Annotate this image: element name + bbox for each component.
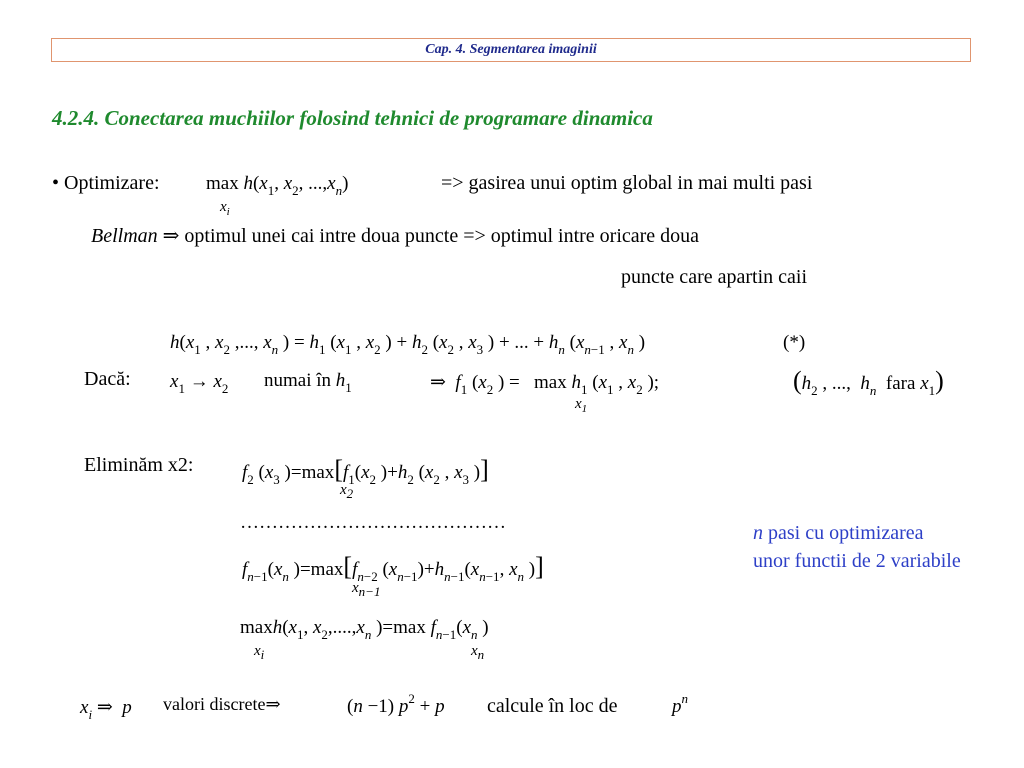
header-title: Cap. 4. Segmentarea imaginii <box>51 38 971 62</box>
daca-under: $x_1$ <box>575 396 588 415</box>
section-title: 4.2.4. Conectarea muchiilor folosind tehnici de programare dinamica <box>52 106 653 130</box>
elim-label: Eliminăm x2: <box>84 454 194 476</box>
daca-f1: ⇒ $f_1$ ($x_2$ ) = $\max h_1$ ($x_1$ , $x_2$ ); <box>430 372 660 397</box>
maxh-under-1: xi <box>254 643 265 662</box>
optim-under: $x_i$ <box>220 199 230 218</box>
daca-numai: numai în $h_1$ <box>264 370 352 395</box>
elim-dots: …………………………………… <box>240 512 506 533</box>
optim-formula: $\max h(x_1$, $x_2$, $...,x_n$) <box>206 173 349 198</box>
bellman-text2: puncte care apartin caii <box>621 266 807 288</box>
bellman-name: Bellman <box>91 225 158 247</box>
last-xi: $x_i$ ⇒ p <box>80 697 132 722</box>
main-equation: $h(x_1$ , $x_2$ ,..., $x_n$ ) = $h_1$ ($x_1$ , $x_2$ ) + $h_2$ ($x_2$ , $x_3$ ) + ... + $h_n$ ($x_{n-1}$ , $x_n$ ) <box>170 332 646 357</box>
equation-tag: (*) <box>783 332 806 353</box>
max-h-formula: $\max h(x_1$, $x_2,....,x_n$ )=max $f_{n-1}(x_n$ ) <box>240 617 489 642</box>
elim-under: x2 <box>340 482 354 501</box>
daca-label: Dacă: <box>84 368 131 390</box>
valori-text: valori discrete <box>163 694 266 714</box>
note-line2: unor functii de 2 variabile <box>753 550 961 572</box>
daca-x1-x2: $x_1 \to x_2$ <box>170 371 229 396</box>
optim-result: => gasirea unui optim global in mai multi pasi <box>441 172 813 194</box>
fn-formula: $f_{n-1}(x_n$ )$=\max[f_{n-2}$ $(x_{n-1})+h_{n-1}(x_{n-1}$, $x_n$ )] <box>242 552 544 584</box>
bellman-line <box>91 223 699 248</box>
bellman-arrow: ⇒ <box>162 225 180 247</box>
last-calcule: calcule în loc de <box>487 695 618 717</box>
last-pn: $p^n$ <box>672 691 688 717</box>
fn-under: xn−1 <box>352 580 381 599</box>
note-line1-text: pasi cu optimizarea <box>768 522 924 544</box>
elim-formula: $f_2$ ($x_3$ )$=\max[f_1(x_2$ )$+h_2$ ($x_2$ , $x_3$ )] <box>242 455 489 487</box>
bellman-text1: optimul unei cai intre doua puncte => optimul intre oricare doua <box>184 225 700 247</box>
maxh-under-2: xn <box>471 643 485 662</box>
numai-text: numai în <box>264 370 332 391</box>
fara-text: fara <box>885 373 916 394</box>
optim-max: max <box>206 173 239 194</box>
last-valori: valori discrete⇒ <box>163 694 281 714</box>
note-line1 <box>753 519 924 547</box>
daca-fara: ($h_2$ , ..., $h_n$ fara $x_1$) <box>793 366 944 398</box>
optimizare-label: • Optimizare: <box>52 172 160 194</box>
last-formula: (n −1) $p^2 + p$ <box>347 691 445 717</box>
note-n: n <box>753 522 763 544</box>
